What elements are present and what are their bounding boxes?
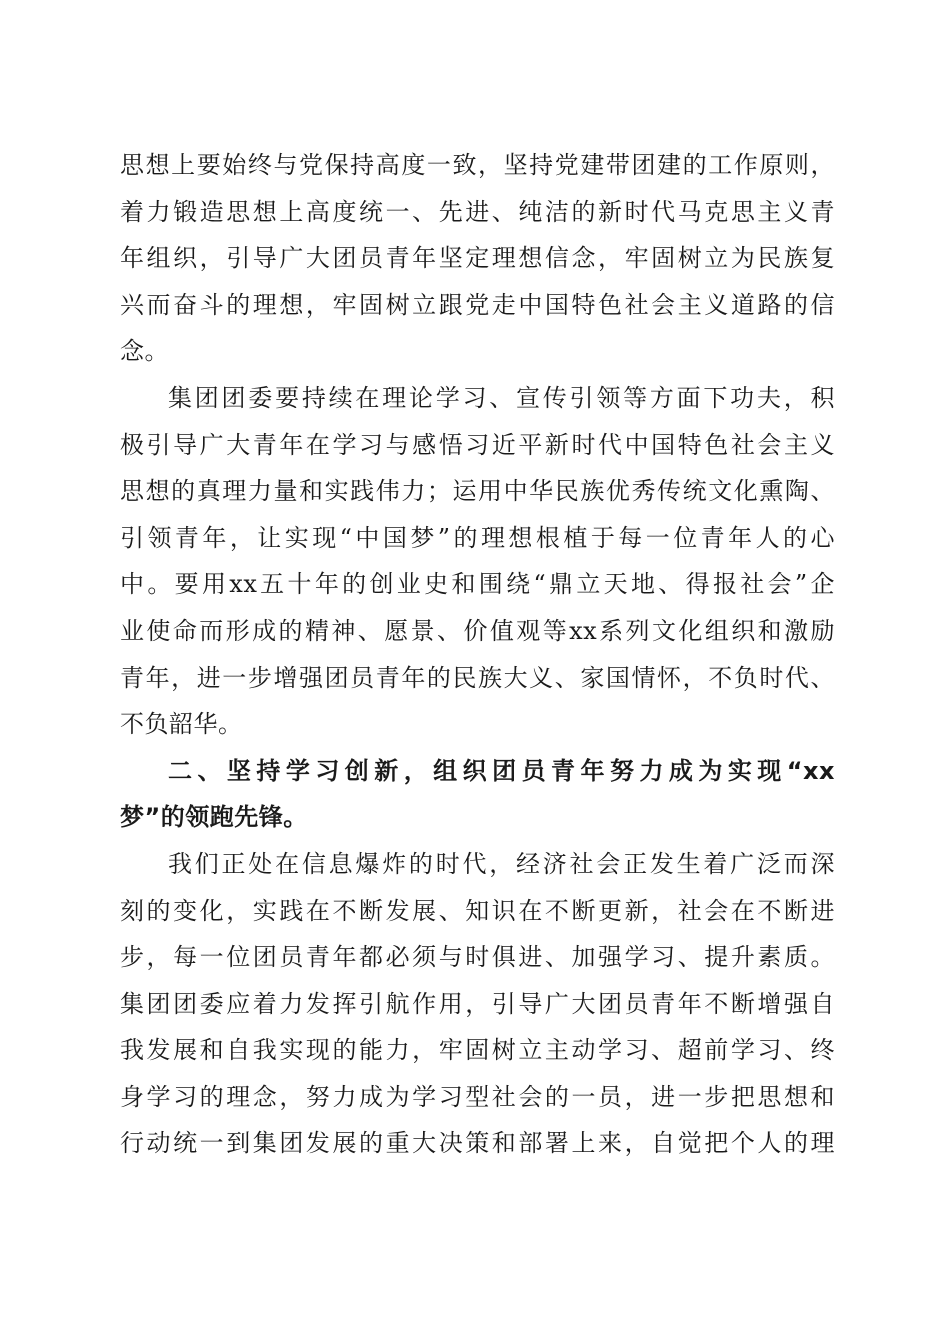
text-line: 刻的变化，实践在不断发展、知识在不断更新，社会在不断进 (120, 896, 835, 925)
text-line: 思想上要始终与党保持高度一致，坚持党建带团建的工作原则， (120, 151, 835, 179)
paragraph-league-committee (120, 375, 835, 748)
text-line: 念。 (120, 337, 169, 366)
text-line: 极引导广大青年在学习与感悟习近平新时代中国特色社会主义 (120, 430, 835, 459)
text-line: 集团团委要持续在理论学习、宣传引领等方面下功夫，积 (168, 383, 835, 412)
text-line: 着力锻造思想上高度统一、先进、纯洁的新时代马克思主义青 (120, 197, 835, 226)
section-heading (120, 748, 835, 841)
paragraph-continuation (120, 142, 835, 375)
text-line: 集团团委应着力发挥引航作用，引导广大团员青年不断增强自 (120, 989, 835, 1018)
text-line: 引领青年，让实现“中国梦”的理想根植于每一位青年人的心 (120, 523, 835, 552)
heading-line: 二、坚持学习创新，组织团员青年努力成为实现“xx (168, 756, 835, 785)
text-line: 业使命而形成的精神、愿景、价值观等xx系列文化组织和激励 (120, 616, 835, 645)
text-line: 年组织，引导广大团员青年坚定理想信念，牢固树立为民族复 (120, 244, 835, 273)
text-line: 行动统一到集团发展的重大决策和部署上来，自觉把个人的理 (120, 1129, 835, 1158)
text-line: 兴而奋斗的理想，牢固树立跟党走中国特色社会主义道路的信 (120, 290, 835, 319)
paragraph-learning (120, 841, 835, 1167)
text-line: 步，每一位团员青年都必须与时俱进、加强学习、提升素质。 (120, 943, 835, 972)
text-line: 中。要用xx五十年的创业史和围绕“鼎立天地、得报社会”企 (120, 570, 835, 599)
text-line: 身学习的理念，努力成为学习型社会的一员，进一步把思想和 (120, 1082, 835, 1111)
text-line: 思想的真理力量和实践伟力；运用中华民族优秀传统文化熏陶、 (120, 477, 835, 506)
text-line: 我们正处在信息爆炸的时代，经济社会正发生着广泛而深 (168, 849, 835, 878)
heading-line: 梦”的领跑先锋。 (120, 803, 308, 832)
document-body (120, 142, 835, 1167)
text-line: 我发展和自我实现的能力，牢固树立主动学习、超前学习、终 (120, 1036, 835, 1065)
text-line: 青年，进一步增强团员青年的民族大义、家国情怀，不负时代、 (120, 663, 835, 692)
text-line: 不负韶华。 (120, 710, 243, 739)
